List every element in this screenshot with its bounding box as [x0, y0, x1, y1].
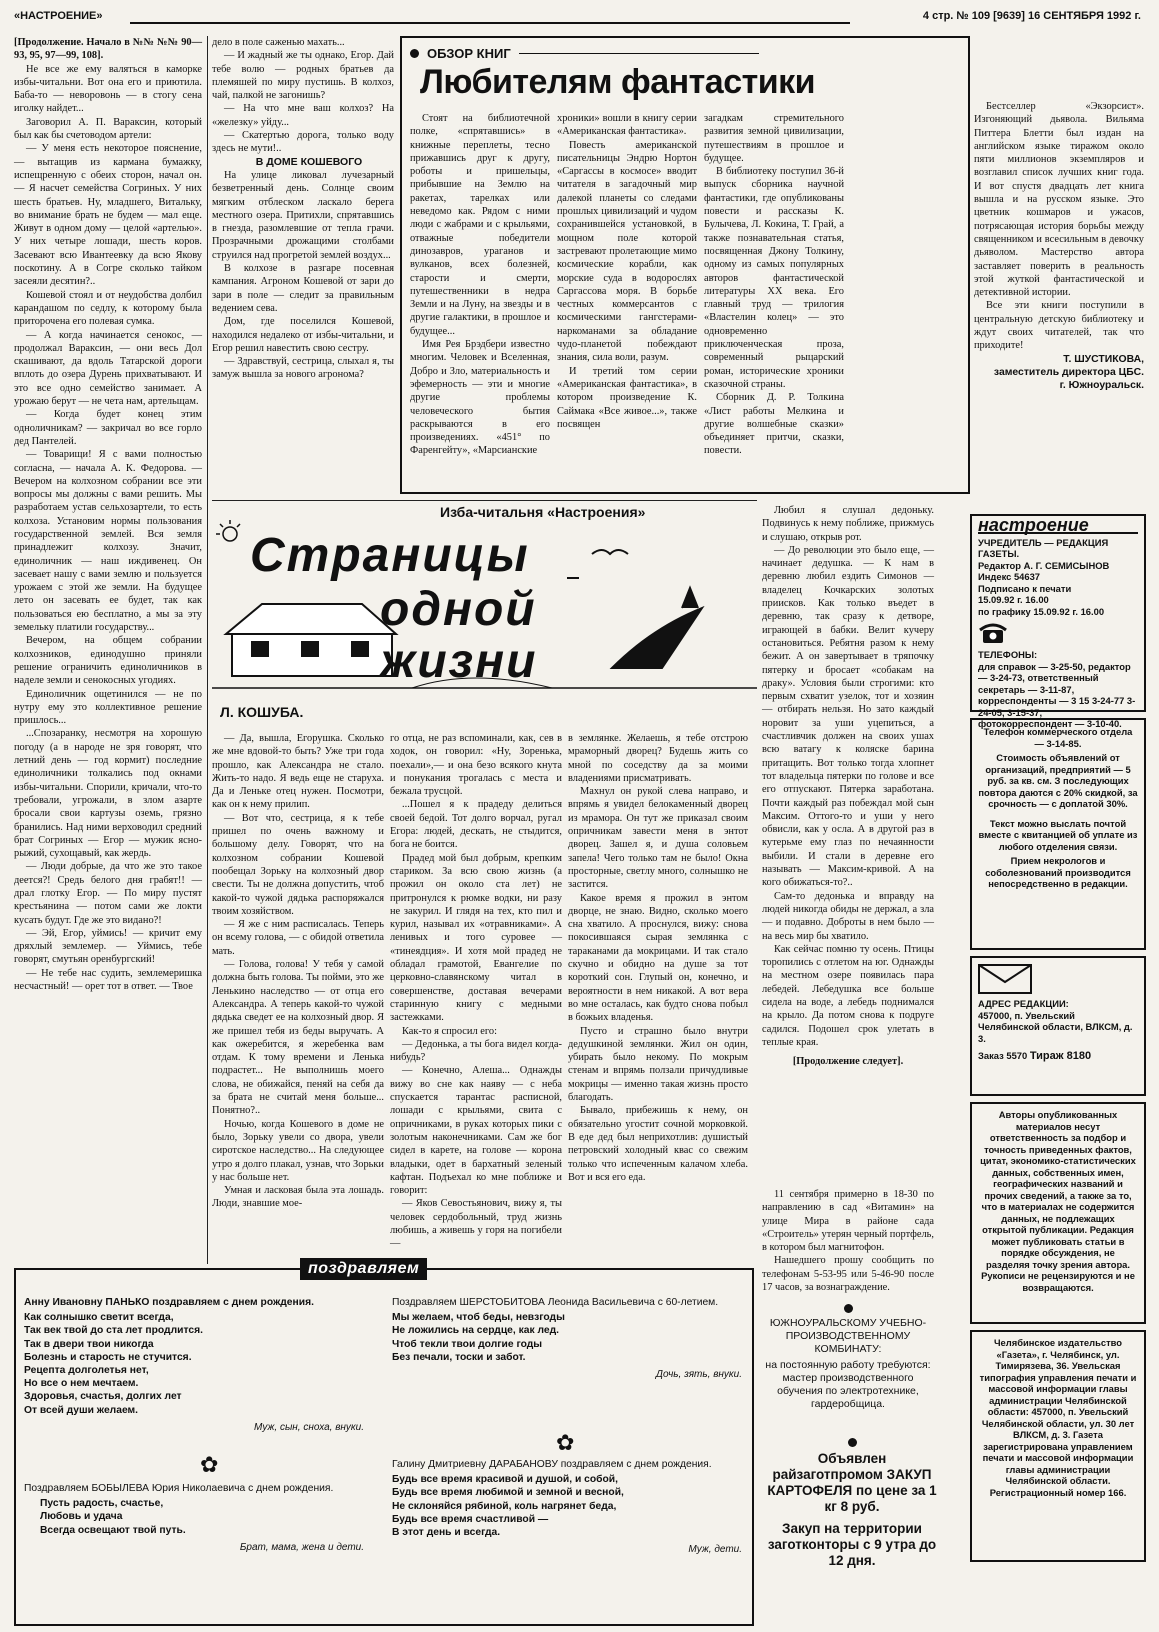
paragraph: На улице ликовал лучезарный безветренный день. Солнце своим мягким отблеском ласкало берега местного озера. Притихли, спрятавшись в гнезда, разомлевшие от тепла грачи. Прозрачными дрожащими столбами струился над прогретой землей воздух...	[212, 169, 394, 261]
paragraph: Бывало, прибежишь к нему, он обязательно угостит сочной морковкой. В еде дед был неприхотлив: душистый петровский холодный квас со свежим только что испеченным калачом хлеба. Вот и вся его еда.	[568, 1105, 748, 1183]
paragraph: — Эй, Егор, уймись! — кричит ему дряхлый землемер. — Уймись, тебе говорят, смутьян оренбургский!	[14, 927, 202, 966]
greeting-3	[392, 1296, 742, 1426]
bird-icon	[567, 550, 628, 578]
paragraph: Сборник Д. Р. Толкина «Лист работы Мелкина и другие волшебные сказки» объединяет притчи, сказки, повести.	[704, 392, 844, 457]
greeting-signature: Муж, дети.	[688, 1544, 742, 1556]
paragraph: ...Пошел я к прадеду делиться своей бедой. Тот долго ворчал, ругал Егора: людей, дескать, не стыдится, бога не боится.	[390, 799, 562, 851]
feature-column-right	[762, 504, 934, 1184]
issue-info: 4 стр. № 109 [9639] 16 СЕНТЯБРЯ 1992 г.	[922, 10, 1141, 22]
paragraph: Прадед мой был добрым, крепким стариком. За всю свою жизнь (а прожил он около ста лет) не притронулся к рюмке водки, ни разу не закурил. И глядя на тех, кто пил и курил, называл их «отравниками». А ленивых и того суровее — «тинеядция». И хотя мой прадед не обладал грамотой, Евангелие по церковно-славянскому читал в совершенстве, доставая вечерами старинную книгу с медными застежками.	[390, 852, 562, 1024]
book-column-2	[557, 112, 697, 492]
bullet-icon	[410, 49, 419, 58]
job-ad-text: на постоянную работу требуются:	[765, 1359, 931, 1371]
ad-pricing-box	[970, 718, 1146, 950]
address-box	[970, 956, 1146, 1096]
paragraph: — Голова, голова! У тебя у самой должна быть голова. Ты пойми, это же Ленькино наследство — от отца его Александра. А теперь какой-то чужой дядька сведет ее на колхозный двор. Я же пришел тебя из беды выручать. А как ожеребится, я жеребенка вам отдам. К тому времени и Ленька подрастет... Не выполнишь моего слова, не обижайся, пеняй на себя да за брата не считай меня больше... Понятно?..	[212, 959, 384, 1117]
greeting-2	[24, 1482, 364, 1622]
job-ad-org: ЮЖНОУРАЛЬСКОМУ УЧЕБНО-ПРОИЗВОДСТВЕННОМУ КОМБИНАТУ:	[769, 1317, 927, 1355]
rule	[212, 500, 757, 501]
printer-text: Челябинское издательство «Газета», г. Челябинск, ул. Тимирязева, 36. Увельская типография управления печати и массовой информации главы администрации Челябинской области: 457000, п. Увельский Челябинской области, ул. 30 лет ВЛКСМ, д. 3. Газета зарегистрирована управлением печати и массовой информации главы администрации Челябинской области. Регистрационный номер 166.	[979, 1337, 1137, 1498]
paragraph: Повесть американской писательницы Эндрю Нортон «Саргассы в космосе» вводит читателя в загадочный мир далекой планеты со следами прошлых цивилизаций и чудом сохранившейся установкой, в мощном поле которой застревают пролетающие мимо космические корабли, как морские суда в водорослях Саргассова моря. В борьбе честных коммерсантов с космическими гангстерами-наркоманами за обладание чудо-планетой побеждают знания, сила воли, разум.	[557, 139, 697, 364]
print-info	[978, 1050, 1138, 1063]
paragraph: В колхозе в разгаре посевная кампания. Агроном Кошевой от зари до зари в поле — следит за правильным ведением сева.	[212, 263, 394, 314]
job-ad-position: мастер производственного обучения по электротехнике,	[777, 1372, 919, 1397]
greeting-heading: Поздравляем ШЕРСТОБИТОВА Леонида Васильевича с 60-летием.	[392, 1297, 719, 1308]
paragraph: — Не тебе нас судить, землемеришка несчастный! — орет тот в ответ. — Твое	[14, 967, 202, 993]
paragraph: ...Спозаранку, несмотря на хорошую погоду (а в народе не зря говорят, что летний день — год кормит) последние единоличники толкались под окнами избы-читальни. Спорили, кричали, что-то требовали, угрожали, в злом азарте бросали свои картузы оземь, грязно бранились. Над ними верховодил средний брат Согриных — Егор — мужик ясно-рыжий, сухощавый, как жердь.	[14, 728, 202, 860]
paragraph: — Здравствуй, сестрица, слыхал я, ты замуж вышла за нового агронома?	[212, 356, 394, 381]
paragraph: Все эти книги поступили в центральную детскую библиотеку и ждут своих читателей, так что приходите!	[974, 300, 1144, 352]
paragraph: — Товарищи! Я с вами полностью согласна, — начала А. К. Федорова. — Вечером на колхозном собрании все эти вопросы мы должны с вами решить. Мы разработаем устав сельхозартели, то есть колхоза. Установим нормы пользования государственной землей. Вся земля принадлежит колхозу. Значит, единоличник — наш иждивенец. Он засевает нашу с вами землю и пользуется урожаем с этой же земли. На будущее лето он засевать ее будет, так как пользоваться ею бесплатно, а мы за эту земельку платили государству...	[14, 449, 202, 634]
flower-icon: ✿	[200, 1452, 219, 1477]
masthead-editor: Редактор А. Г. СЕМИСЫНОВ	[978, 559, 1110, 571]
congrats-banner: поздравляем	[300, 1258, 427, 1280]
printer-box	[970, 1330, 1146, 1562]
greeting-1	[24, 1296, 364, 1446]
greeting-4	[392, 1458, 742, 1618]
paragraph: — Скатертью дорога, только воду здесь не мути!..	[212, 130, 394, 155]
paragraph: — Вот что, сестрица, я к тебе пришел по очень важному и большому делу. Говорят, что на колхозном собрании Кошевой пообещал Зорьку на колхозный двор свести. Ты не должна допустить, чтоб какой-то чужой дядька распоряжался твоим хозяйством.	[212, 812, 384, 917]
continued-note: [Продолжение следует].	[792, 1056, 904, 1068]
tree-icon	[612, 588, 702, 668]
masthead-schedule: по графику 15.09.92 г. 16.00	[978, 605, 1105, 617]
continuation-note: [Продолжение. Начало в №№ №№ 90—93, 95, 97—99, 108].	[14, 37, 202, 62]
greeting-signature: Дочь, зять, внуки.	[655, 1369, 742, 1381]
ad-obituary: Прием некрологов и соболезнований производится непосредственно в редакции.	[985, 855, 1131, 889]
paragraph: Любил я слушал дедоньку. Подвинусь к нему поближе, прижмусь и слушаю, открыв рот.	[762, 505, 934, 543]
bullet-icon	[844, 1304, 853, 1313]
paragraph: — Я же с ним расписалась. Теперь он всему голова, — с обидой ответила мать.	[212, 919, 384, 957]
paragraph: Вечером, на общем собрании колхозников, единодушно приняли решение ограничить единоличников в наделе земли и сенокосных угодиях.	[14, 635, 202, 687]
paragraph: Пусто и страшно было внутри дедушкиной землянки. Жил он один, убирать было некому. По мокрым стенам и впрямь ползали причудливые мокрицы — именно такая жизнь просто благодать.	[568, 1025, 748, 1104]
disclaimer-box	[970, 1102, 1146, 1324]
masthead-founder: УЧРЕДИТЕЛЬ — РЕДАКЦИЯ ГАЗЕТЫ.	[978, 536, 1109, 559]
paragraph: Имя Рея Брэдбери известно многим. Человек и Вселенная, Добро и Зло, материальность и эфемерность — эти и многие другие проблемы человеческого бытия раскрываются в его произведениях. «451° по Фаренгейту», «Марсианские	[410, 339, 550, 457]
telephone-icon	[978, 621, 1008, 645]
paragraph: Как-то я спросил его:	[402, 1025, 497, 1037]
paragraph: И третий том серии «Американская фантастика», в котором произведение К. Саймака «Все живое...», также посвящен	[557, 365, 697, 430]
header-rule	[130, 22, 850, 24]
paragraph: загадкам стремительного развития земной цивилизации, путешествиям в прошлое и будущее.	[704, 113, 844, 164]
ad-price: Стоимость объявлений от организаций, предприятий — 5 руб. за кв. см. З последующих повтора даются с 20% скидкой, за срочность — с доплатой 30%.	[978, 752, 1138, 809]
paragraph: Махнул он рукой слева направо, и впрямь я увидел белокаменный дворец из мрамора. Он тут же приказал своим опричникам завести меня в энтот дворец. Зашел я, и душа соловьем запела! Чего только там не было! Окна просторные, светлу много, солнышко не застится.	[568, 786, 748, 891]
kicker-rule	[519, 53, 759, 54]
disclaimer-text: Авторы опубликованных материалов несут ответственность за подбор и точность приведенных фактов, цитат, экономико-статистических данных, собственных имен, географических названий и прочих сведений, а также за то, что в материалах не содержится данных, не подлежащих открытой публикации. Редакция может публиковать статьи в порядке обсуждения, не разделяя точку зрения автора. Рукописи не рецензируются и не возвращаются.	[980, 1109, 1136, 1293]
paragraph: — На что мне ваш колхоз? На «железку» уйду...	[212, 103, 394, 128]
masthead-logo: настроение	[978, 520, 1138, 534]
paragraph: — И жадный же ты однако, Егор. Дай тебе волю — родных братьев да племяшей по миру пустишь. В колхоз, чай, палкой не загонишь?	[212, 50, 394, 102]
book-review-author: Т. ШУСТИКОВА,	[1063, 353, 1144, 365]
greeting-poem: Пусть радость, счастье, Любовь и удача Всегда освещают твой путь.	[40, 1498, 186, 1536]
greeting-heading: Поздравляем БОБЫЛЕВА Юрия Николаевича с днем рождения.	[24, 1483, 334, 1494]
lost-notice	[762, 1188, 934, 1300]
paragraph: Нашедшего прошу сообщить по телефонам 5-53-95 или 5-46-90 после 17 часов, за вознаграждение.	[762, 1255, 934, 1294]
book-review-author-role: заместитель директора ЦБС.	[993, 366, 1144, 378]
potato-ad-line-2: Закуп на территории заготконторы с 9 утра до 12 дня.	[767, 1521, 937, 1568]
paragraph: Стоят на библиотечной полке, «спрятавшись» в книжные переплеты, тесно прижавшись друг к другу, роботы и пришельцы, прибывшие на Землю на ракетах, тарелках или неведомо как. Рядом с ними люди с жабрами и с крыльями, отважные победители динозавров, ураганов и вулканов, всех болезней, старости и смерти, путешественники в недра Земли и на Луну, на звезды и в другие галактики, в прошлое и будущее...	[410, 113, 550, 337]
paragraph: — Дедонька, а ты бога видел когда-нибудь?	[390, 1038, 562, 1064]
story-column-1	[14, 36, 202, 1264]
feature-column-1	[212, 732, 384, 1264]
paragraph: Умная и ласковая была эта лошадь. Люди, знавшие мое-	[212, 1185, 384, 1210]
book-column-1	[410, 112, 550, 492]
masthead-box	[970, 514, 1146, 729]
paragraph: — А когда начинается сенокос, — продолжал Вараксин, — они весь Дол скашивают, да вдоль Татарской дороги вплоть до озера Дурень прихватывают. И это все одно семейство занимает. А урожаю берут — не чета нам, артельщам.	[14, 329, 202, 408]
newspaper-name: «НАСТРОЕНИЕ»	[14, 10, 103, 22]
masthead-time: 16.00	[1025, 594, 1049, 605]
greeting-poem: Как солнышко светит всегда, Так век твой до ста лет продлится. Так в двери твои никогда Болезнь и старость не стучится. Рецепта долголетья нет, Но все о нем мечтаем. Здоровья, счастья, долгих лет От всей души желаем.	[24, 1312, 203, 1416]
greeting-heading: Анну Ивановну ПАНЬКО поздравляем с днем рождения.	[24, 1297, 314, 1308]
job-ad	[762, 1304, 934, 1434]
paragraph: — У меня есть некоторое пояснение, — вытащив из кармана бумажку, испещренную с обеих сторон, начал он. — Я насчет семейства Согриных. У них шесть братьев. Ну, младшего, Витальку, во внимание брать не будем — мал еще. Живут в одном дому — целой «артелью». У них четыре лошади, шесть коров. Засевают всю Ивантеевку да всю Якову поскотину. А в Согре сколько тайком засеяли десятин?..	[14, 143, 202, 288]
paragraph: — Люди добрые, да что же это такое деется?! Средь белого дня грабят!! — драл глотку Егор. — По миру пустят крестьянина — потом сами же локти кусать будут. Где же это видано?!	[14, 861, 202, 926]
potato-ad	[762, 1438, 942, 1618]
book-review-kicker-row	[410, 44, 790, 62]
ad-phone: Телефон коммерческого отдела — 3-14-85.	[983, 726, 1133, 749]
address-text: 457000, п. Увельский Челябинской области, ВЛКСМ, д. 3.	[978, 1009, 1133, 1044]
feature-title-line-3: жизни	[380, 635, 538, 688]
paragraph: хроники» вошли в книгу серии «Американская фантастика».	[557, 113, 697, 138]
greeting-poem: Будь все время красивой и душой, и собой, Будь все время любимой и земной и весной, Не склоняйся рябиной, коль нагрянет беда, Будь все время счастливой — В этот день и всегда.	[392, 1474, 624, 1539]
story-column-2	[212, 36, 394, 496]
phones-title: ТЕЛЕФОНЫ:	[978, 649, 1038, 660]
greeting-poem: Мы желаем, чтоб беды, невзгоды Не ложились на сердце, как лед. Чтоб текли твои долгие годы Без печали, тоски и забот.	[392, 1312, 565, 1363]
print-run: Тираж 8180	[1029, 1050, 1092, 1062]
feature-kicker: Изба-читальня «Настроения»	[440, 504, 646, 520]
paragraph: — До революции это было еще, — начинает дедушка. — К нам в деревню любил ездить Симонов — владелец Кочкарских золотых приисков. Как только въедет в деревню, так сразу к детворе, играющей в бабки. Велит кучеру остановиться. Ребятня разом к нему бежит. А он завертывает в тряпочку пятерку и бросает «собакам на драку». Условия были строгими: кто первым схватит узелок, тот и хозяин — отбирать нельзя. Но зато каждый норовит за уши уцепиться, а счастливчик должен на своих ушах всю ватагу к коляске барина притащить. Вот только тогда хлопнет тот владельца пятерки по голове и все его отпускают. Пятерка заработана. Почти каждый раз побеждал мой сын Максим. Оттого-то и уши у него обвисли, как у осла. А в другой раз в кутерьме ему глаз по нечаянности выбили. И стали в деревне его называть — Максим-кривой. А на кого обижаться-то?..	[762, 544, 934, 889]
paragraph: Дом, где поселился Кошевой, находился недалеко от избы-читальни, и Егор решил навестить свою сестру.	[212, 316, 394, 354]
masthead-signed: Подписано к печати	[978, 582, 1072, 594]
feature-title-line-1: Страницы	[250, 529, 530, 582]
subheading: В ДОМЕ КОШЕВОГО	[255, 155, 363, 168]
column-rule	[207, 36, 208, 1264]
paragraph: Кошевой стоял и от неудобства долбил карандашом по седлу, к которому была приторочена его полевая сумка.	[14, 289, 202, 328]
feature-column-3	[568, 732, 748, 1264]
feature-title-line-2: одной	[380, 583, 537, 636]
sun-icon	[216, 520, 240, 541]
paragraph: 11 сентября примерно в 18-30 по направлению в сад «Витамин» на улице Мира в районе сада «Строитель» утерян черный портфель, в котором был магнитофон.	[762, 1189, 934, 1254]
paragraph: Единоличник ощетинился — не по нутру ему это коллективное решение пришлось...	[14, 688, 202, 727]
paragraph: В библиотеку поступил 36-й выпуск сборника научной фантастики, где опубликованы повести и рассказы К. Булычева, Л. Кокина, Т. Грай, а также познавательная статья, посвященная Джону Толкину, одному из самых популярных авторов фантастической литературы XX века. Его главный труд — трилогия «Властелин колец» — это одновременно приключенческая проза, современный рыцарский роман, исторические хроники сказочной страны.	[704, 166, 844, 390]
paragraph: — Да, вышла, Егорушка. Сколько же мне вдовой-то быть? Уже три года прошло, как Александра не стало. Жить-то надо. Я ведь еще не старуха. Да и Леньке отец нужен. Посмотри, как он к нему прилип.	[212, 733, 384, 811]
greeting-heading: Галину Дмитриевну ДАРАБАНОВУ поздравляем с днем рождения.	[392, 1459, 712, 1470]
paragraph: Сам-то дедонька и вправду на людей никогда обиды не держал, а зла — и подавно. Доброты в нем было — на весь мир бы хватило.	[762, 890, 934, 942]
paragraph: Ночью, когда Кошевого в доме не было, Зорьку увели со двора, увели сиротское наследство... На следующее утро я долго плакал, узнав, что Зорьки у нас больше нет.	[212, 1118, 384, 1183]
paragraph: в землянке. Желаешь, я тебе отстрою мраморный дворец? Будешь жить со мной по соседству да за моими владениями присматривать.	[568, 733, 748, 784]
masthead-date-row	[978, 594, 1138, 606]
paragraph: Бестселлер «Экзорсист». Изгоняющий дьявола. Вильяма Питтера Блетти был издан на английском языке тиражом около пяти миллионов экземпляров и возглавил список лучших книг года. И вот спустя двадцать лет книга вышла и на русском языке. Это цветник кошмаров и ужасов, потрясающая история борьбы между священником и всесильным в девочку дьяволом. Мастерство автора заставляет поверить в реальность этой жуткой фантастической и детективной истории.	[974, 101, 1144, 299]
paragraph: го отца, не раз вспоминали, как, сев в ходок, он говорил: «Ну, Зоренька, поехали»,— и она безо всякого кнута и понукания трогалась с места и бежала трусцой.	[390, 733, 562, 798]
book-column-3	[704, 112, 844, 492]
paragraph: дело в поле саженью махать...	[212, 37, 345, 48]
paragraph: — Когда будет конец этим одноличникам? — закричал во все горло дед Пантелей.	[14, 409, 202, 447]
paragraph: — Яков Севостьянович, вижу я, ты человек сердобольный, труд жизнь любишь, а живешь у горя на погибели —	[390, 1198, 562, 1250]
ad-mail: Текст можно выслать почтой вместе с квитанцией об уплате из любого отделения связи.	[978, 817, 1138, 852]
bullet-icon	[848, 1438, 857, 1447]
phones-list: для справок — 3-25-50, редактор — 3-24-73, ответственный секретарь — 3-11-87, корреспонденты — 3 15 3-24-77 3-24-05, 3-15-37, фотокорреспондент — 3-10-40.	[978, 660, 1136, 729]
paragraph: Какое время я прожил в энтом дворце, не знаю. Видно, сколько моего сна хватило. А проснулся, вижу: снова покосившаяся сырая землянка с тараканами да мокрицами. И так стало скучно и обидно на душе за тот короткий сон. Глупый он, конечно, и вероятности в нем никакой. А вот вера во мне осталась, как будто снова побыл в божьих владенья.	[568, 892, 748, 1024]
masthead-date: 15.09.92 г.	[978, 594, 1023, 605]
greeting-signature: Муж, сын, сноха, внуки.	[253, 1421, 364, 1433]
job-ad-position: гардеробщица.	[811, 1398, 885, 1410]
book-review-title: Любителям фантастики	[420, 63, 816, 101]
book-column-4	[974, 100, 1144, 510]
flower-icon: ✿	[556, 1430, 575, 1455]
book-review-kicker: ОБЗОР КНИГ	[427, 45, 511, 61]
order-number: Заказ 5570	[978, 1050, 1028, 1061]
book-review-author-city: г. Южноуральск.	[1059, 380, 1144, 392]
paragraph: Не все же ему валяться в каморке избы-читальни. Вот она его и приютила. Баба-то — неворовонь — в стогу сена иголку найдет...	[14, 63, 202, 115]
paragraph: Как сейчас помню ту осень. Птицы торопились с отлетом на юг. Однажды на местном озере появилась пара лебедей. Лебедушка все больше сидела на воде, а лебедь поднимался на крыло. Да потом снова к подруге садился. Подошел срок улетать в теплые края.	[762, 943, 934, 1048]
masthead-index: Индекс 54637	[978, 571, 1041, 582]
feature-column-2	[390, 732, 562, 1264]
paragraph: Заговорил А. П. Вараксин, который был как бы счетоводом артели:	[14, 116, 202, 142]
address-title: АДРЕС РЕДАКЦИИ:	[978, 998, 1069, 1009]
greeting-signature: Брат, мама, жена и дети.	[239, 1541, 364, 1553]
feature-author: Л. КОШУБА.	[220, 704, 304, 720]
house-icon	[226, 604, 396, 676]
paragraph: — Конечно, Алеша... Однажды вижу во сне как наяву — с неба спускается тарантас расписной, лошади с крыльями, свита с опричниками, в руках которых пики с золотым наконечниками. Сам же бог сидел в карете, на голове — корона владыки, одет в бархатный зеленый кафтан. Подъехал ко мне поближе и говорит:	[390, 1065, 562, 1197]
potato-ad-line-1: Объявлен райзаготпромом ЗАКУП КАРТОФЕЛЯ по цене за 1 кг 8 руб.	[767, 1451, 937, 1514]
envelope-icon	[978, 964, 1032, 994]
